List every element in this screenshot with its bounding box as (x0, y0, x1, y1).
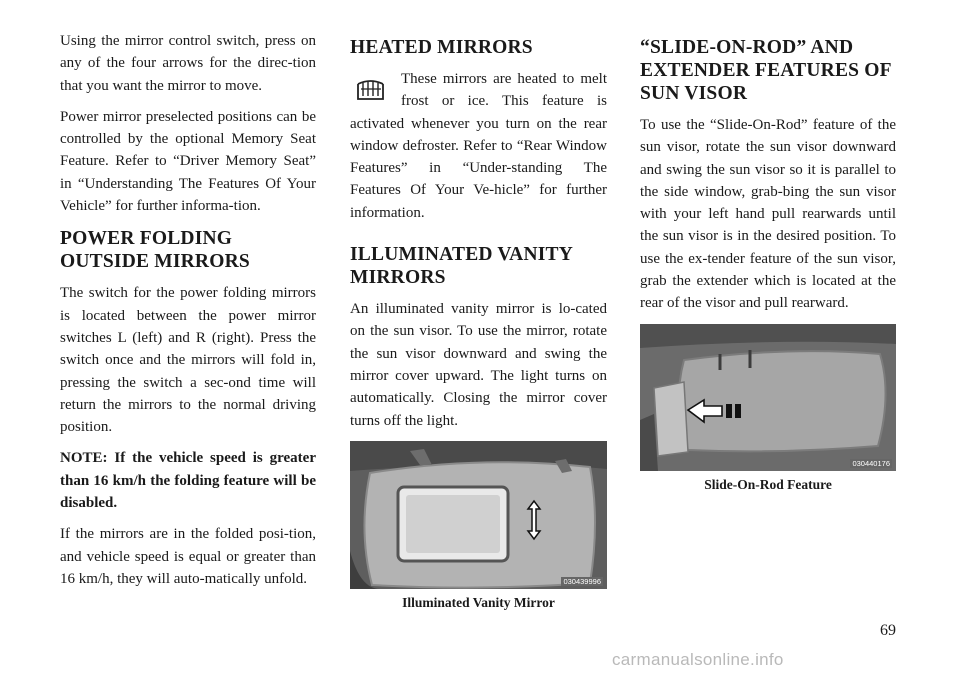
heated-mirrors-heading: HEATED MIRRORS (350, 37, 533, 58)
photo-code: 030440176 (852, 458, 890, 468)
watermark: carmanualsonline.info (612, 650, 784, 669)
right-column (640, 30, 896, 493)
slide-on-rod-caption: Slide-On-Rod Feature (704, 476, 832, 492)
slide-on-rod-paragraph: To use the “Slide-On-Rod” feature of the sun visor, rotate the sun visor downward and swing the sun visor so it is parallel to the side window, grab-bing the sun visor with your left hand pull rearwards until the sun visor is in the desired position. To use the ex-tender feature of the sun visor, grab the extender which is located at the rear of the visor and pull rearward. (640, 117, 896, 312)
rear-defroster-icon (354, 73, 387, 106)
slide-on-rod-photo (640, 324, 896, 471)
power-folding-paragraph: The switch for the power folding mirrors is located between the power mirror switches L (left) and R (right). Press the switch once and the mirrors will fold in, pressing the switch a sec-ond time will return the mirrors to the normal driving position. (60, 285, 316, 436)
middle-column (350, 30, 607, 611)
memory-seat-paragraph: Power mirror preselected positions can be controlled by the optional Memory Seat Feature. Refer to “Driver Memory Seat” in “Understanding The Features Of Your Vehicle” for further informa-tion. (60, 108, 316, 215)
vanity-mirror-caption: Illuminated Vanity Mirror (402, 594, 555, 610)
vanity-mirror-paragraph: An illuminated vanity mirror is lo-cated on the sun visor. To use the mirror, rotate the sun visor downward and swing the mirror cover upward. The light turns on automatically. Closing the mirror cover turns off the light. (350, 301, 607, 429)
heated-mirrors-paragraph: These mirrors are heated to melt frost or ice. This feature is activated whenever you turn on the rear window defroster. Refer to “Rear Window Features” in “Under-standing The Features Of Your Ve-hicle” for further information. (350, 71, 607, 221)
speed-note: NOTE: If the vehicle speed is greater than 16 km/h the folding feature will be disabled. (60, 450, 316, 512)
page-number: 69 (880, 622, 896, 639)
photo-code: 030439996 (563, 576, 601, 586)
heated-mirrors-block (350, 68, 607, 233)
auto-unfold-paragraph: If the mirrors are in the folded posi-tion, and vehicle speed is equal or greater than 16 km/h, they will auto-matically unfold. (60, 526, 316, 587)
vanity-mirror-heading: ILLUMINATED VANITY MIRRORS (350, 244, 573, 289)
vanity-mirror-illustration (350, 441, 607, 589)
slide-on-rod-illustration (640, 324, 896, 471)
mirror-control-paragraph: Using the mirror control switch, press on any of the four arrows for the direc-tion that you want the mirror to move. (60, 33, 316, 94)
power-folding-heading: POWER FOLDING OUTSIDE MIRRORS (60, 228, 250, 273)
slide-on-rod-heading: “SLIDE-ON-ROD” AND EXTENDER FEATURES OF SUN VISOR (640, 37, 892, 104)
vanity-mirror-photo (350, 441, 607, 589)
left-column (60, 30, 316, 599)
